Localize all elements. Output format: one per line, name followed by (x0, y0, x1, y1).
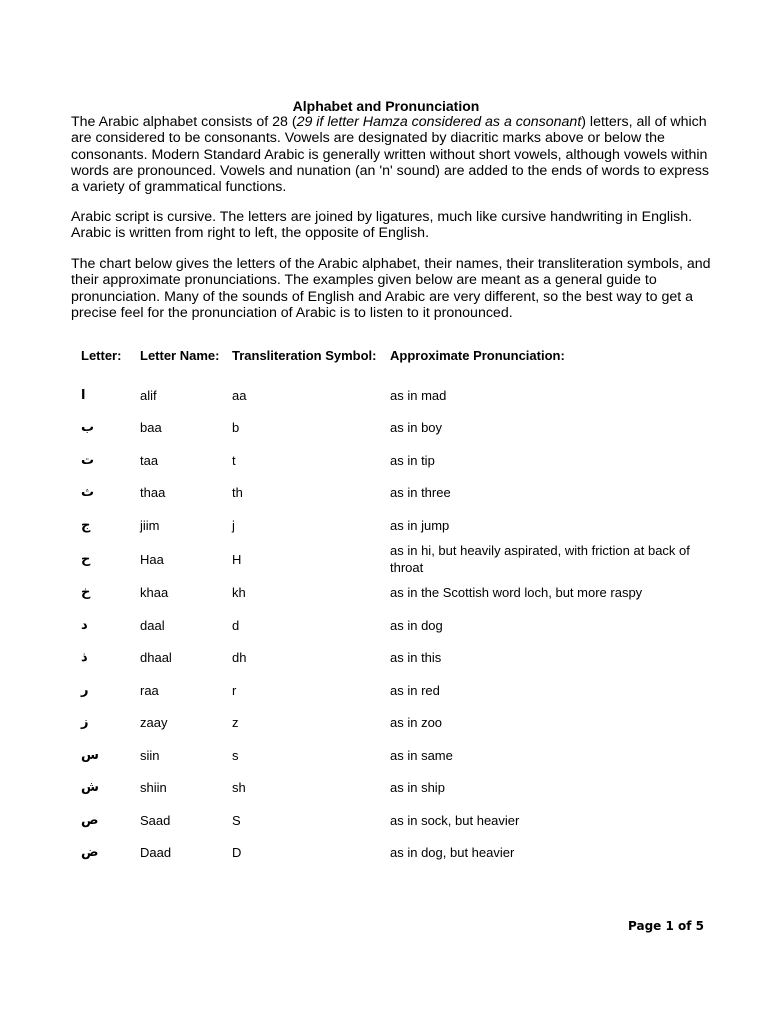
letter-name-cell: shiin (140, 780, 167, 796)
letter-name-cell: thaa (140, 485, 166, 501)
intro-text-start: The Arabic alphabet consists of 28 ( (71, 114, 297, 130)
letter-cell: ت (81, 452, 95, 468)
letter-name-cell: siin (140, 747, 160, 763)
letter-cell: د (81, 617, 88, 633)
letter-name-cell: raa (140, 682, 159, 698)
pronunciation-cell: as in boy (390, 420, 443, 436)
table-row (75, 379, 706, 412)
intro-text-end: ) letters, all of which are considered to be consonants. Vowels are designated by diacritic marks above or below the consonants. Modern Standard Arabic is generally written without short vowels, although vowels within words are pronounced. Vowels and nunation (an 'n' sound) are added to the ends of words to express a variety of grammatical functions. (71, 114, 709, 196)
letter-name-cell: zaay (140, 715, 168, 731)
letter-name-cell: taa (140, 452, 159, 468)
pronunciation-cell: as in zoo (390, 715, 443, 731)
table-body (75, 379, 706, 869)
letter-cell: ج (81, 517, 91, 533)
letter-cell: ب (81, 420, 95, 436)
letter-cell: ر (81, 682, 89, 698)
pronunciation-cell: as in sock, but heavier (390, 812, 520, 828)
table-row (75, 707, 706, 740)
letter-cell: خ (81, 585, 91, 601)
page-number: Page 1 of 5 (628, 919, 704, 933)
transliteration-cell: aa (232, 387, 247, 403)
letter-name-cell: dhaal (140, 650, 172, 666)
transliteration-cell: th (232, 485, 243, 501)
header-letter-name: Letter Name: (140, 347, 220, 363)
transliteration-cell: z (232, 715, 239, 731)
pronunciation-cell: as in hi, but heavily aspirated, with friction at back of throat (390, 543, 690, 575)
letter-cell: ذ (81, 650, 88, 666)
table-row (75, 444, 706, 477)
transliteration-cell: H (232, 551, 242, 567)
transliteration-cell: d (232, 617, 240, 633)
letter-name-cell: khaa (140, 585, 169, 601)
table-row (75, 509, 706, 542)
intro-paragraph-3: The chart below gives the letters of the Arabic alphabet, their names, their transliteration symbols, and their approximate pronunciations. The examples given below are meant as a general guide to pronunciation. Many of the sounds of English and Arabic are very different, so the best way to get a precise feel for the pronunciation of Arabic is to listen to it pronounced. (71, 256, 711, 321)
table-row (75, 642, 706, 675)
header-transliteration-symbol: Transliteration Symbol: (232, 347, 377, 363)
pronunciation-cell: as in red (390, 682, 440, 698)
transliteration-cell: j (232, 517, 235, 533)
pronunciation-cell: as in same (390, 747, 453, 763)
letter-cell: ث (81, 485, 95, 501)
pronunciation-cell: as in the Scottish word loch, but more raspy (390, 585, 643, 601)
letter-cell: س (81, 747, 99, 763)
letter-name-cell: jiim (140, 517, 160, 533)
letter-cell: ش (81, 780, 99, 796)
table-row (75, 804, 706, 837)
transliteration-cell: S (232, 812, 241, 828)
table-row (75, 542, 706, 577)
table-header-row (75, 333, 706, 379)
pronunciation-cell: as in dog (390, 617, 443, 633)
letter-cell: ز (81, 715, 89, 731)
transliteration-cell: r (232, 682, 237, 698)
intro-paragraph-1 (71, 114, 711, 195)
letter-cell: ح (81, 551, 91, 567)
letter-name-cell: Saad (140, 812, 171, 828)
pronunciation-cell: as in dog, but heavier (390, 845, 515, 861)
header-letter: Letter: (81, 347, 122, 363)
transliteration-cell: t (232, 452, 236, 468)
table-row (75, 837, 706, 870)
letter-name-cell: Haa (140, 551, 164, 567)
page-title: Alphabet and Pronunciation (292, 98, 480, 114)
table-row (75, 477, 706, 510)
table-row (75, 412, 706, 445)
transliteration-cell: dh (232, 650, 247, 666)
transliteration-cell: D (232, 845, 242, 861)
transliteration-cell: kh (232, 585, 246, 601)
pronunciation-cell: as in tip (390, 452, 435, 468)
letter-name-cell: Daad (140, 845, 172, 861)
letter-name-cell: daal (140, 617, 165, 633)
alphabet-table (75, 333, 706, 869)
letter-name-cell: alif (140, 387, 157, 403)
table-row (75, 772, 706, 805)
letter-cell: ض (81, 845, 99, 861)
table-row (75, 739, 706, 772)
table-row (75, 577, 706, 610)
transliteration-cell: s (232, 747, 239, 763)
letter-cell: ا (81, 387, 86, 403)
pronunciation-cell: as in mad (390, 387, 447, 403)
letter-name-cell: baa (140, 420, 162, 436)
table-row (75, 609, 706, 642)
intro-paragraph-2: Arabic script is cursive. The letters are joined by ligatures, much like cursive handwriting in English. Arabic is written from right to left, the opposite of English. (71, 209, 693, 242)
transliteration-cell: b (232, 420, 240, 436)
pronunciation-cell: as in ship (390, 780, 445, 796)
letter-cell: ص (81, 812, 99, 828)
table-row (75, 674, 706, 707)
pronunciation-cell: as in three (390, 485, 451, 501)
intro-text-italic: 29 if letter Hamza considered as a consonant (296, 114, 582, 130)
pronunciation-cell: as in this (390, 650, 442, 666)
transliteration-cell: sh (232, 780, 246, 796)
pronunciation-cell: as in jump (390, 517, 450, 533)
header-approximate-pronunciation: Approximate Pronunciation: (390, 347, 565, 363)
